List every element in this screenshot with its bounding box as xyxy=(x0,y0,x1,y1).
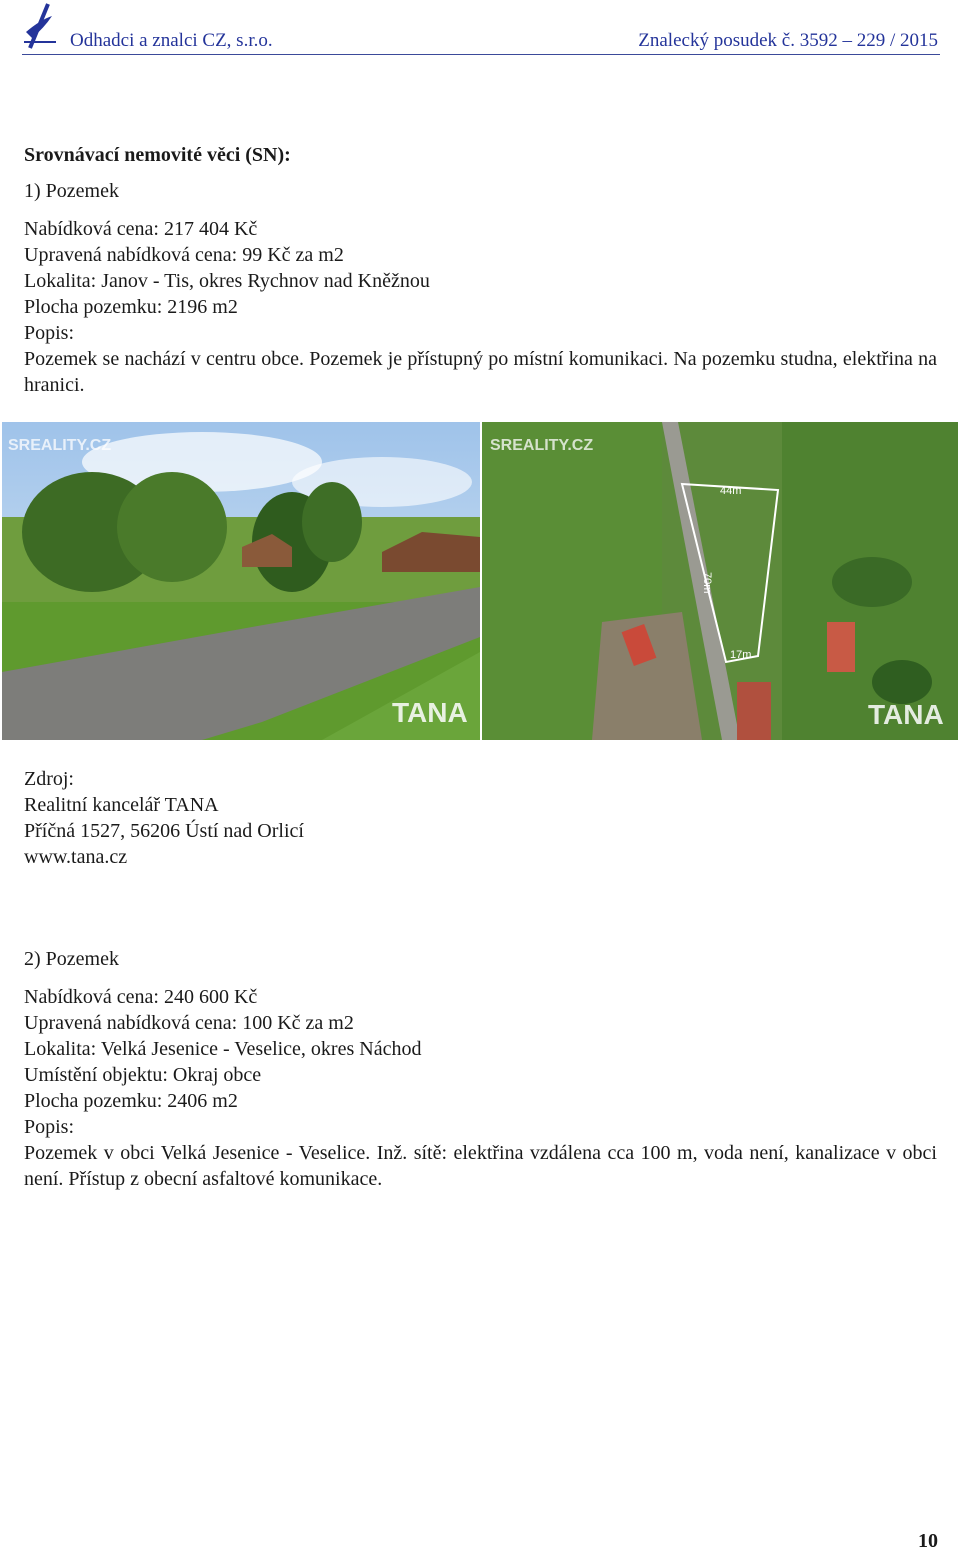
item-1-area: Plocha pozemku: 2196 m2 xyxy=(24,296,238,318)
item-2-placement: Umístění objektu: Okraj obce xyxy=(24,1064,262,1086)
source-website: www.tana.cz xyxy=(24,846,128,868)
tana-watermark: TANA xyxy=(868,699,944,730)
company-logo xyxy=(22,2,58,50)
item-1-location: Lokalita: Janov - Tis, okres Rychnov nad Kněžnou xyxy=(24,270,430,292)
dimension-side-label: 70m xyxy=(701,572,713,594)
item-2-offer-price: Nabídková cena: 240 600 Kč xyxy=(24,986,258,1008)
item-1-offer-price: Nabídková cena: 217 404 Kč xyxy=(24,218,258,240)
comparison-section xyxy=(24,142,937,398)
sreality-watermark: SREALITY.CZ xyxy=(8,437,112,454)
item-1-description: Pozemek se nachází v centru obce. Pozemek je přístupný po místní komunikaci. Na pozemku studna, elektřina na hranici. xyxy=(24,348,937,396)
item-2-description: Pozemek v obci Velká Jesenice - Veselice. Inž. sítě: elektřina vzdálena cca 100 m, voda není, kanalizace v obci není. Přístup z obecní asfaltové komunikace. xyxy=(24,1142,937,1190)
dimension-bottom-label: 17m xyxy=(730,649,752,661)
item-2-adjusted-price: Upravená nabídková cena: 100 Kč za m2 xyxy=(24,1012,354,1034)
landscape-photo xyxy=(2,422,480,740)
sreality-watermark: SREALITY.CZ xyxy=(490,437,594,454)
section-title: Srovnávací nemovité věci (SN): xyxy=(24,144,291,166)
aerial-map-photo xyxy=(482,422,958,740)
item-2-location: Lokalita: Velká Jesenice - Veselice, okres Náchod xyxy=(24,1038,422,1060)
page-number: 10 xyxy=(918,1530,938,1552)
source-label: Zdroj: xyxy=(24,768,74,790)
item-2-area: Plocha pozemku: 2406 m2 xyxy=(24,1090,238,1112)
page-header xyxy=(22,0,940,55)
source-block xyxy=(24,766,937,870)
item-1-photos xyxy=(2,422,958,740)
item-2-block xyxy=(24,946,937,1192)
item-1-description-label: Popis: xyxy=(24,322,75,344)
tana-watermark: TANA xyxy=(392,697,468,728)
document-reference: Znalecký posudek č. 3592 – 229 / 2015 xyxy=(638,30,938,51)
dimension-top-label: 44m xyxy=(720,485,742,497)
source-address: Příčná 1527, 56206 Ústí nad Orlicí xyxy=(24,820,304,842)
source-name: Realitní kancelář TANA xyxy=(24,794,219,816)
item-2-heading: 2) Pozemek xyxy=(24,948,119,970)
company-name: Odhadci a znalci CZ, s.r.o. xyxy=(70,30,273,51)
item-1-heading: 1) Pozemek xyxy=(24,180,119,202)
item-2-description-label: Popis: xyxy=(24,1116,75,1138)
item-1-adjusted-price: Upravená nabídková cena: 99 Kč za m2 xyxy=(24,244,344,266)
